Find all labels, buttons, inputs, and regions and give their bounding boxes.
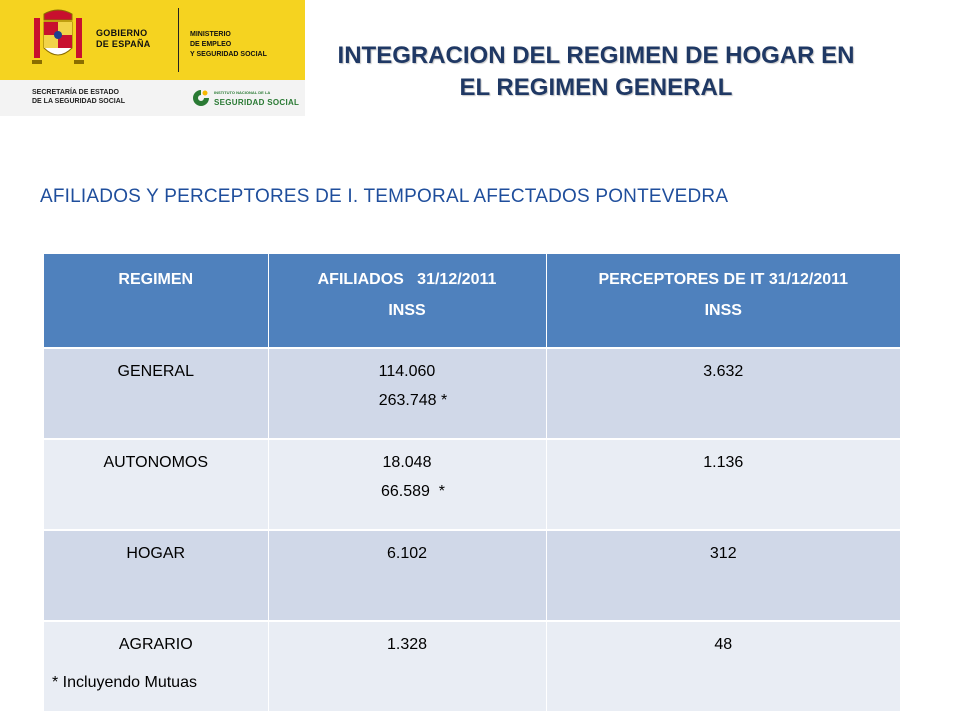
afiliados-value: 1.328 xyxy=(386,636,428,653)
cell-perceptores xyxy=(546,439,900,530)
cell-afiliados xyxy=(268,439,546,530)
header-perceptores-line-1: PERCEPTORES DE IT 31/12/2011 xyxy=(598,271,849,288)
header-perceptores xyxy=(546,254,900,348)
footnote: * Incluyendo Mutuas xyxy=(52,674,197,691)
regimen-value: HOGAR xyxy=(126,545,186,562)
header-regimen xyxy=(44,254,268,348)
title-line-1: INTEGRACION DEL REGIMEN DE HOGAR EN xyxy=(337,42,855,69)
institute-label: INSTITUTO NACIONAL DE LA xyxy=(214,90,271,95)
table-row xyxy=(44,348,900,439)
header-perceptores-line-2: INSS xyxy=(704,302,742,319)
coat-of-arms-icon xyxy=(30,8,86,72)
table-row xyxy=(44,621,900,711)
cell-regimen xyxy=(44,348,268,439)
header-regimen-line-1: REGIMEN xyxy=(118,271,194,288)
ministry-line-3: Y SEGURIDAD SOCIAL xyxy=(190,51,267,58)
secretary-line-2: DE LA SEGURIDAD SOCIAL xyxy=(32,98,126,105)
table-row xyxy=(44,439,900,530)
cell-regimen xyxy=(44,439,268,530)
header-afiliados-line-1: AFILIADOS 31/12/2011 xyxy=(317,271,497,288)
afiliados-value: 6.102 xyxy=(386,545,428,562)
regimen-value: AGRARIO xyxy=(118,636,193,653)
secretary-line-1: SECRETARÍA DE ESTADO xyxy=(32,89,119,96)
ministry-name xyxy=(190,30,267,60)
perceptores-value: 312 xyxy=(709,545,737,562)
afiliados-value: 18.048 xyxy=(382,454,432,471)
government-name xyxy=(96,28,151,50)
perceptores-value: 48 xyxy=(714,636,733,653)
gov-line-1: GOBIERNO xyxy=(96,28,148,38)
cell-perceptores xyxy=(546,348,900,439)
cell-afiliados xyxy=(268,530,546,621)
cell-regimen xyxy=(44,530,268,621)
logo-divider xyxy=(178,8,179,72)
cell-regimen xyxy=(44,621,268,711)
regimen-value: AUTONOMOS xyxy=(103,454,209,471)
afiliados-mutuas-value: 263.748 * xyxy=(378,392,448,409)
table-row xyxy=(44,530,900,621)
secretary-name xyxy=(32,88,125,106)
gov-line-2: DE ESPAÑA xyxy=(96,39,151,49)
slide-subtitle: AFILIADOS Y PERCEPTORES DE I. TEMPORAL AFECTADOS PONTEVEDRA xyxy=(40,186,729,207)
ministry-line-2: DE EMPLEO xyxy=(190,41,232,48)
affiliates-table xyxy=(44,254,900,711)
afiliados-mutuas-value: 66.589 * xyxy=(380,483,446,500)
header-afiliados xyxy=(268,254,546,348)
title-line-2: EL REGIMEN GENERAL xyxy=(459,74,733,101)
cell-afiliados xyxy=(268,621,546,711)
table-header-row xyxy=(44,254,900,348)
institute-name: SEGURIDAD SOCIAL xyxy=(214,98,300,107)
cell-perceptores xyxy=(546,621,900,711)
afiliados-value: 114.060 xyxy=(378,363,436,380)
ministry-line-1: MINISTERIO xyxy=(190,31,231,38)
perceptores-value: 1.136 xyxy=(703,454,744,471)
cell-afiliados xyxy=(268,348,546,439)
perceptores-value: 3.632 xyxy=(703,363,744,380)
slide-title xyxy=(316,40,876,104)
social-security-logo-icon xyxy=(192,89,210,107)
cell-perceptores xyxy=(546,530,900,621)
regimen-value: GENERAL xyxy=(117,363,194,380)
header-afiliados-line-2: INSS xyxy=(388,302,426,319)
